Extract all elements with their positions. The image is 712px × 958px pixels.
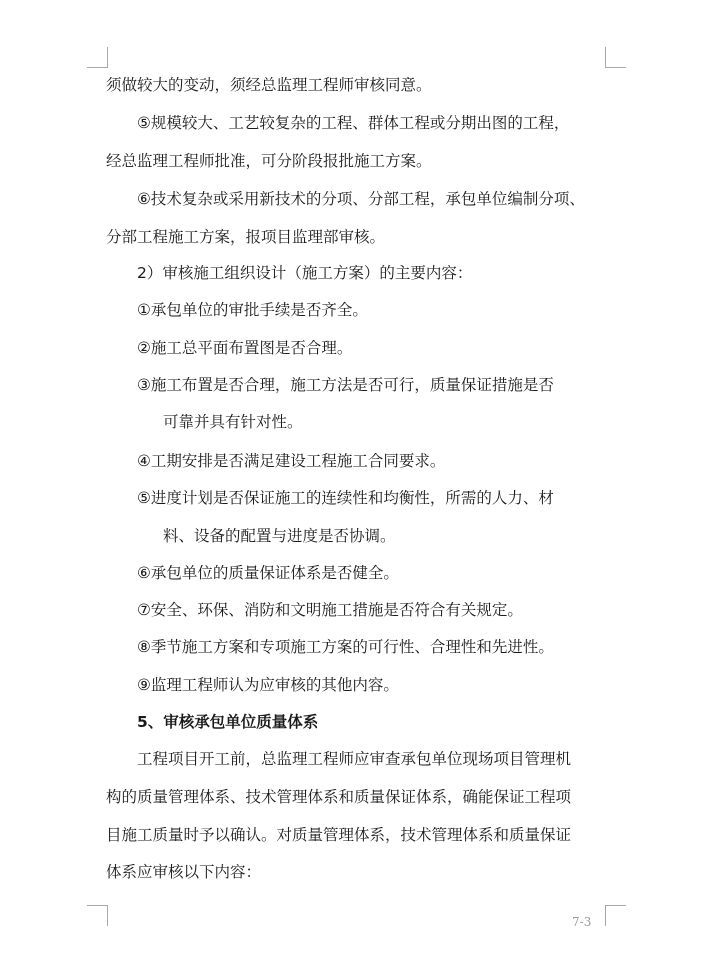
- crop-mark-top-right: [605, 47, 626, 68]
- list-item: ⑧季节施工方案和专项施工方案的可行性、合理性和先进性。: [137, 638, 554, 656]
- text-line: 构的质量管理体系、技术管理体系和质量保证体系，确能保证工程项: [106, 788, 572, 806]
- list-item: ⑦安全、环保、消防和文明施工措施是否符合有关规定。: [137, 601, 523, 619]
- page-number: 7-3: [572, 915, 592, 929]
- text-line: ⑥技术复杂或采用新技术的分项、分部工程，承包单位编制分项、: [137, 190, 585, 208]
- list-item: ③施工布置是否合理，施工方法是否可行，质量保证措施是否: [137, 376, 554, 394]
- list-item: ①承包单位的审批手续是否齐全。: [137, 301, 368, 319]
- text-line: ⑤规模较大、工艺较复杂的工程、群体工程或分期出图的工程，: [137, 114, 570, 132]
- text-line: 目施工质量时予以确认。对质量管理体系，技术管理体系和质量保证: [106, 826, 572, 844]
- text-line: 工程项目开工前，总监理工程师应审查承包单位现场项目管理机: [137, 750, 572, 768]
- section-heading: 5、审核承包单位质量体系: [137, 713, 319, 731]
- list-item: ⑨监理工程师认为应审核的其他内容。: [137, 676, 399, 694]
- crop-mark-top-left: [87, 47, 108, 68]
- crop-mark-bottom-right: [605, 905, 626, 926]
- list-item: ②施工总平面布置图是否合理。: [137, 339, 353, 357]
- crop-mark-bottom-left: [87, 905, 108, 926]
- list-item-continuation: 料、设备的配置与进度是否协调。: [163, 527, 396, 545]
- text-line: 体系应审核以下内容：: [106, 863, 262, 881]
- list-item: ④工期安排是否满足建设工程施工合同要求。: [137, 452, 446, 470]
- list-item-continuation: 可靠并具有针对性。: [163, 413, 303, 431]
- text-line: 须做较大的变动，须经总监理工程师审核同意。: [106, 76, 432, 94]
- text-line: 分部工程施工方案，报项目监理部审核。: [106, 228, 386, 246]
- list-item: ⑤进度计划是否保证施工的连续性和均衡性，所需的人力、材: [137, 489, 554, 507]
- text-line: 2）审核施工组织设计（施工方案）的主要内容：: [137, 264, 473, 282]
- text-line: 经总监理工程师批准，可分阶段报批施工方案。: [106, 152, 432, 170]
- list-item: ⑥承包单位的质量保证体系是否健全。: [137, 564, 399, 582]
